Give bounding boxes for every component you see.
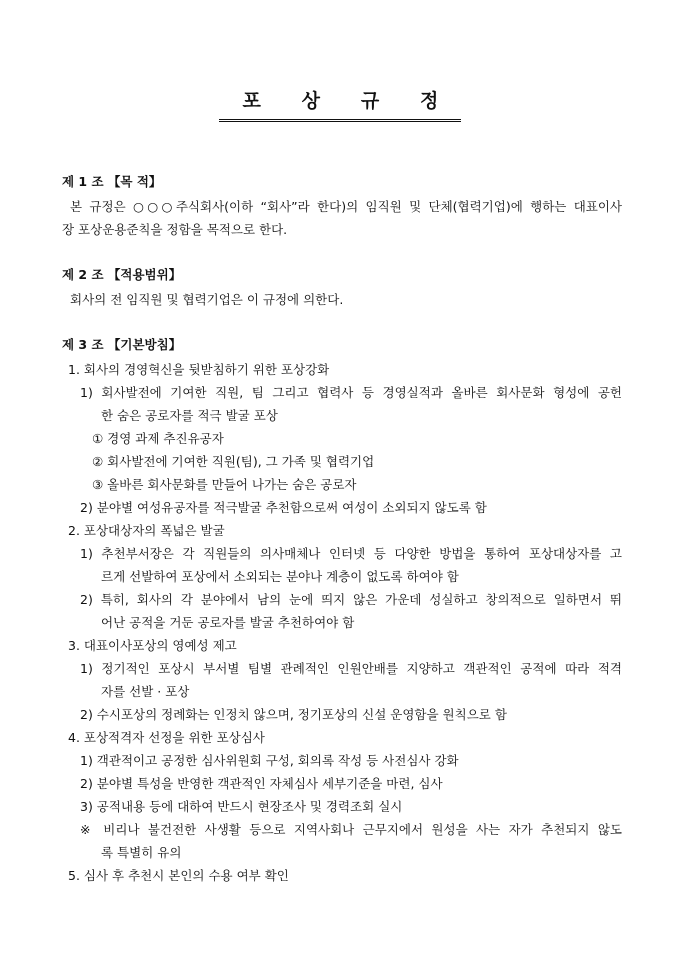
section-2-title: 2. 포상대상자의 폭넓은 발굴	[68, 523, 225, 538]
section-2-item-1-cont: 르게 선발하여 포상에서 소외되는 분야나 계층이 없도록 하여야 함	[101, 569, 459, 584]
section-4-item-3: 3) 공적내용 등에 대하여 반드시 현장조사 및 경력조회 실시	[80, 799, 403, 814]
section-3-title: 3. 대표이사포상의 영예성 제고	[68, 638, 237, 653]
section-3-item-1: 1) 정기적인 포상시 부서별 팀별 관례적인 인원안배를 지양하고 객관적인 공적에 따라 적격	[80, 661, 622, 676]
article-2-line-1: 회사의 전 임직원 및 협력기업은 이 규정에 의한다.	[70, 292, 344, 307]
section-1-item-2: 2) 분야별 여성유공자를 적극발굴 추천함으로써 여성이 소외되지 않도록 함	[80, 500, 487, 515]
section-1-item-1: 1) 회사발전에 기여한 직원, 팀 그리고 협력사 등 경영실적과 올바른 회사문화 형성에 공헌	[80, 385, 622, 400]
section-1-item-1-cont: 한 숨은 공로자를 적극 발굴 포상	[101, 408, 278, 423]
article-1-line-1: 본 규정은 ○○○주식회사(이하 “회사”라 한다)의 임직원 및 단체(협력기업)에 행하는 대표이사	[70, 199, 622, 214]
section-5-title: 5. 심사 후 추천시 본인의 수용 여부 확인	[68, 868, 289, 883]
article-3-heading: 제 3 조 【기본방침】	[62, 337, 182, 352]
document-title: 포 상 규 정	[219, 86, 462, 122]
article-1-heading: 제 1 조 【목 적】	[62, 174, 162, 189]
article-2-heading: 제 2 조 【적용범위】	[62, 267, 182, 282]
article-1-line-2: 장 포상운용준칙을 정함을 목적으로 한다.	[62, 222, 288, 237]
section-1-subitem-3: ③ 올바른 회사문화를 만들어 나가는 숨은 공로자	[92, 477, 357, 492]
section-2-item-1: 1) 추천부서장은 각 직원들의 의사매체나 인터넷 등 다양한 방법을 통하여 포상대상자를 고	[80, 546, 622, 561]
section-4-item-1: 1) 객관적이고 공정한 심사위원회 구성, 회의록 작성 등 사전심사 강화	[80, 753, 459, 768]
section-4-item-2: 2) 분야별 특성을 반영한 객관적인 자체심사 세부기준을 마련, 심사	[80, 776, 443, 791]
section-1-subitem-2: ② 회사발전에 기여한 직원(팀), 그 가족 및 협력기업	[92, 454, 375, 469]
section-3-item-1-cont: 자를 선발 · 포상	[101, 684, 190, 699]
section-2-item-2: 2) 특히, 회사의 각 분야에서 남의 눈에 띄지 않은 가운데 성실하고 창의적으로 일하면서 뛰	[80, 592, 622, 607]
section-1-subitem-1: ① 경영 과제 추진유공자	[92, 431, 224, 446]
title-wrap	[0, 86, 680, 122]
section-4-title: 4. 포상적격자 선정을 위한 포상심사	[68, 730, 265, 745]
section-2-item-2-cont: 어난 공적을 거둔 공로자를 발굴 추천하여야 함	[101, 615, 355, 630]
section-4-note: ※ 비리나 불건전한 사생활 등으로 지역사회나 근무지에서 원성을 사는 자가 추천되지 않도	[80, 822, 622, 837]
document-body	[0, 170, 680, 887]
section-4-note-cont: 록 특별히 유의	[101, 845, 182, 860]
section-3-item-2: 2) 수시포상의 정례화는 인정치 않으며, 정기포상의 신설 운영함을 원칙으로 함	[80, 707, 507, 722]
section-1-title: 1. 회사의 경영혁신을 뒷받침하기 위한 포상강화	[68, 362, 330, 377]
